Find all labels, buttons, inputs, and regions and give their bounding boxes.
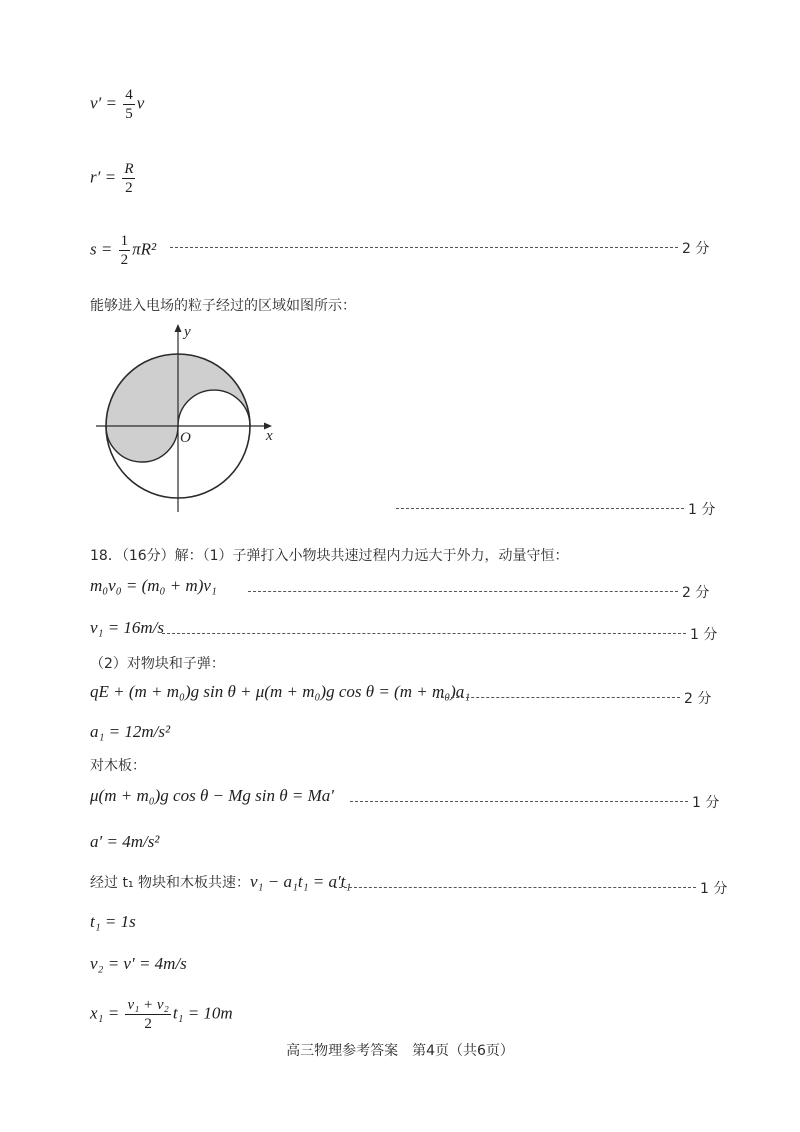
leader-dots — [170, 247, 678, 248]
common-speed-line — [90, 872, 351, 893]
score-label: 2 分 — [682, 585, 710, 601]
x1-fraction — [125, 996, 170, 1033]
leader-dots — [334, 887, 696, 888]
eq3-num: 1 — [120, 233, 129, 249]
equation-a1: a₁ = 12m/s² — [90, 722, 171, 741]
common-speed-label: 经过 t₁ 物块和木板共速： — [90, 875, 251, 891]
eq2-lhs: r′ = — [90, 167, 121, 187]
question-18-header: 18．（16分）解：（1）子弹打入小物块共速过程内力远大于外力，动量守恒： — [90, 548, 569, 564]
part-2-header: （2）对物块和子弹： — [90, 656, 225, 672]
x-axis-label: x — [266, 428, 273, 444]
score-label: 1 分 — [690, 627, 718, 643]
eq1-den: 5 — [125, 106, 133, 122]
x1-rhs: t₁ = 10m — [172, 1003, 233, 1023]
leader-dots — [162, 633, 686, 634]
eq2-den: 2 — [125, 180, 133, 196]
eq3-den: 2 — [120, 252, 129, 268]
eq3-rhs: πR² — [132, 239, 157, 259]
score-label: 1 分 — [688, 502, 716, 518]
equation-t1: t₁ = 1s — [90, 912, 136, 931]
field-region-figure — [96, 318, 286, 518]
eq2-fraction — [122, 160, 135, 197]
equation-r-prime — [90, 160, 137, 197]
eq3-lhs: s = — [90, 239, 117, 259]
x1-den: 2 — [144, 1016, 152, 1032]
board-label: 对木板： — [90, 758, 146, 774]
eq1-num: 4 — [125, 87, 133, 103]
y-axis-arrow — [175, 324, 182, 332]
equation-common-speed: v₁ − a₁t₁ = a′t₁ — [250, 872, 352, 891]
x1-num: v₁ + v₂ — [127, 997, 169, 1013]
eq3-fraction — [119, 232, 131, 269]
leader-dots — [436, 697, 680, 698]
equation-board: μ(m + m₀)g cos θ − Mg sin θ = Ma′ — [90, 786, 334, 805]
equation-force-block: qE + (m + m₀)g sin θ + μ(m + m₀)g cos θ = (m + m₀)a₁ — [90, 682, 471, 701]
equation-x1 — [90, 996, 233, 1033]
score-label: 1 分 — [700, 881, 728, 897]
region-description: 能够进入电场的粒子经过的区域如图所示： — [90, 298, 356, 314]
origin-label: O — [180, 430, 191, 446]
equation-v-prime — [90, 86, 144, 123]
eq2-num: R — [124, 161, 134, 177]
equation-area — [90, 232, 156, 269]
score-label: 2 分 — [682, 241, 710, 257]
page-footer: 高三物理参考答案 第4页（共6页） — [286, 1043, 514, 1059]
eq1-fraction — [123, 86, 135, 123]
equation-v1: v₁ = 16m/s — [90, 618, 165, 637]
equation-a-prime: a′ = 4m/s² — [90, 832, 160, 851]
score-label: 2 分 — [684, 691, 712, 707]
equation-momentum: m₀v₀ = (m₀ + m)v₁ — [90, 576, 217, 595]
equation-v2: v₂ = v′ = 4m/s — [90, 954, 187, 973]
x1-lhs: x₁ = — [90, 1003, 124, 1023]
y-axis-label: y — [184, 324, 191, 340]
leader-dots — [248, 591, 678, 592]
eq1-rhs: v — [136, 93, 145, 113]
eq1-lhs: v′ = — [90, 93, 122, 113]
score-label: 1 分 — [692, 795, 720, 811]
leader-dots — [350, 801, 688, 802]
leader-dots — [396, 508, 684, 509]
